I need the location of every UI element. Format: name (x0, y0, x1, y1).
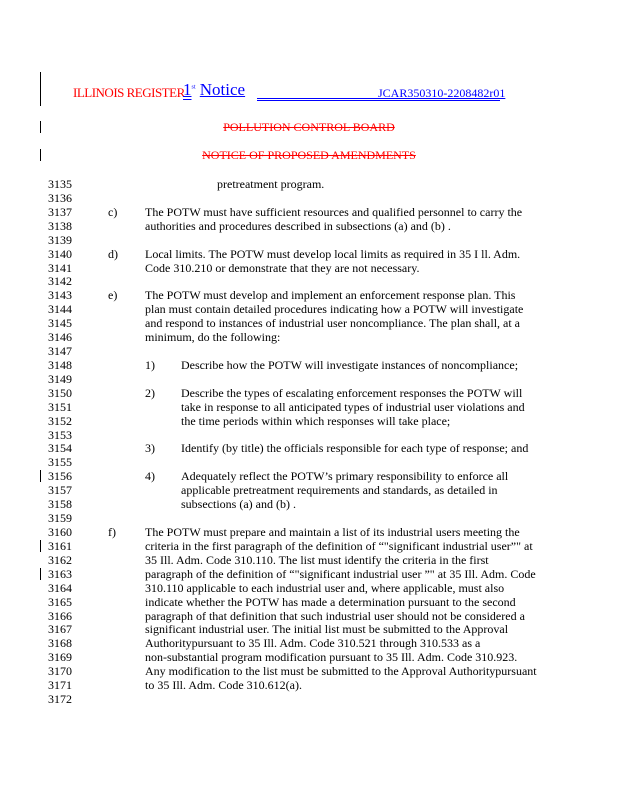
line-number: 3166 (48, 608, 72, 623)
line-text: take in response to all anticipated types of industrial user violations and (181, 399, 525, 414)
line-text: Describe how the POTW will investigate instances of noncompliance; (181, 357, 519, 372)
line-number: 3161 (48, 538, 72, 553)
line-number: 3150 (48, 385, 72, 400)
line-number: 3172 (48, 692, 72, 707)
line-text: the time periods within which responses will take place; (181, 413, 451, 428)
line-text: significant industrial user. The initial list must be submitted to the Approval (145, 622, 509, 637)
line-text: applicable pretreatment requirements and standards, as detailed in (181, 483, 498, 498)
line-text: Adequately reflect the POTW’s primary responsibility to enforce all (181, 469, 509, 484)
line-text: The POTW must have sufficient resources and qualified personnel to carry the (145, 204, 523, 219)
line-number: 3170 (48, 664, 72, 679)
issue-suffix: st (191, 84, 196, 91)
line-text: 310.110 applicable to each industrial user and, where applicable, must also (145, 580, 505, 595)
line-text: 35 Ill. Adm. Code 310.110. The list must identify the criteria in the first (145, 552, 489, 567)
line-number: 3148 (48, 357, 72, 372)
line-number: 3140 (48, 246, 72, 261)
line-number: 3156 (48, 469, 72, 484)
line-number: 3167 (48, 622, 72, 637)
line-text: authorities and procedures described in subsections (a) and (b) . (145, 218, 451, 233)
line-number: 3137 (48, 204, 72, 219)
line-text: indicate whether the POTW has made a determination pursuant to the second (145, 594, 516, 609)
line-number: 3163 (48, 566, 72, 581)
notice-title: NOTICE OF PROPOSED AMENDMENTS (202, 148, 416, 162)
line-number: 3159 (48, 511, 72, 526)
line-number: 3151 (48, 399, 72, 414)
line-text: Any modification to the list must be submitted to the Approval Authoritypursuant (145, 664, 537, 679)
register-name: ILLINOIS REGISTER (73, 85, 185, 100)
line-text: The POTW must prepare and maintain a list of its industrial users meeting the (145, 525, 520, 539)
line-number: 3142 (48, 274, 72, 289)
line-number: 3171 (48, 678, 72, 693)
line-text: and respond to instances of industrial user noncompliance. The plan shall, at a (145, 316, 521, 331)
line-text: subsections (a) and (b) . (181, 497, 296, 512)
line-text: plan must contain detailed procedures indicating how a POTW will investigate (145, 302, 524, 317)
line-number: 3153 (48, 427, 72, 442)
change-bar (40, 540, 41, 552)
enumerator: 2) (145, 385, 155, 400)
line-text: paragraph of that definition that such industrial user should not be considered a (145, 608, 525, 623)
line-number: 3158 (48, 497, 72, 512)
enumerator: 3) (145, 441, 155, 456)
change-bar (40, 72, 41, 106)
line-text: minimum, do the following: (145, 330, 281, 345)
document-code: JCAR350310-2208482r01 (378, 86, 506, 100)
line-number: 3160 (48, 525, 72, 539)
line-text: criteria in the first paragraph of the definition of “"significant industrial user”" at (145, 538, 533, 553)
enumerator: e) (108, 288, 118, 303)
line-text: paragraph of the definition of “"significant industrial user ”" at 35 Ill. Adm. Code (145, 566, 536, 581)
line-number: 3152 (48, 413, 72, 428)
line-number: 3169 (48, 650, 72, 665)
line-number: 3145 (48, 316, 72, 331)
enumerator: d) (108, 246, 118, 261)
line-number: 3157 (48, 483, 72, 498)
line-number: 3141 (48, 260, 72, 275)
line-text: pretreatment program. (217, 177, 325, 191)
line-text: The POTW must develop and implement an enforcement response plan. This (145, 288, 516, 303)
line-text: Local limits. The POTW must develop local limits as required in 35 I ll. Adm. (145, 246, 521, 261)
line-number: 3147 (48, 344, 72, 359)
enumerator: 4) (145, 469, 155, 484)
line-number: 3143 (48, 288, 72, 303)
enumerator: 1) (145, 357, 155, 372)
line-number: 3168 (48, 636, 72, 651)
line-number: 3165 (48, 594, 72, 609)
line-number: 3135 (48, 177, 72, 191)
line-number: 3138 (48, 218, 72, 233)
change-bar (40, 470, 41, 482)
line-text: Describe the types of escalating enforcement responses the POTW will (181, 385, 523, 400)
line-text: non-substantial program modification pursuant to 35 Ill. Adm. Code 310.923. (145, 650, 518, 665)
line-number: 3155 (48, 455, 72, 470)
line-text: Authoritypursuant to 35 Ill. Adm. Code 310.521 through 310.533 as a (145, 636, 481, 651)
line-number: 3154 (48, 441, 72, 456)
line-number: 3139 (48, 232, 72, 247)
enumerator: c) (108, 204, 118, 219)
line-text: Code 310.210 or demonstrate that they are not necessary. (145, 260, 420, 275)
enumerator: f) (108, 525, 116, 539)
line-number: 3146 (48, 330, 72, 345)
line-number: 3136 (48, 190, 72, 205)
issue-number-value: 1 (183, 80, 192, 99)
agency-name: POLLUTION CONTROL BOARD (223, 120, 395, 134)
line-number: 3162 (48, 552, 72, 567)
line-number: 3144 (48, 302, 72, 317)
line-number: 3149 (48, 371, 72, 386)
line-number: 3164 (48, 580, 72, 595)
change-bar (40, 568, 41, 580)
line-text: to 35 Ill. Adm. Code 310.612(a). (145, 678, 302, 693)
issue-number (183, 80, 245, 100)
line-text: Identify (by title) the officials responsible for each type of response; and (181, 441, 529, 456)
notice-label: Notice (199, 80, 246, 99)
